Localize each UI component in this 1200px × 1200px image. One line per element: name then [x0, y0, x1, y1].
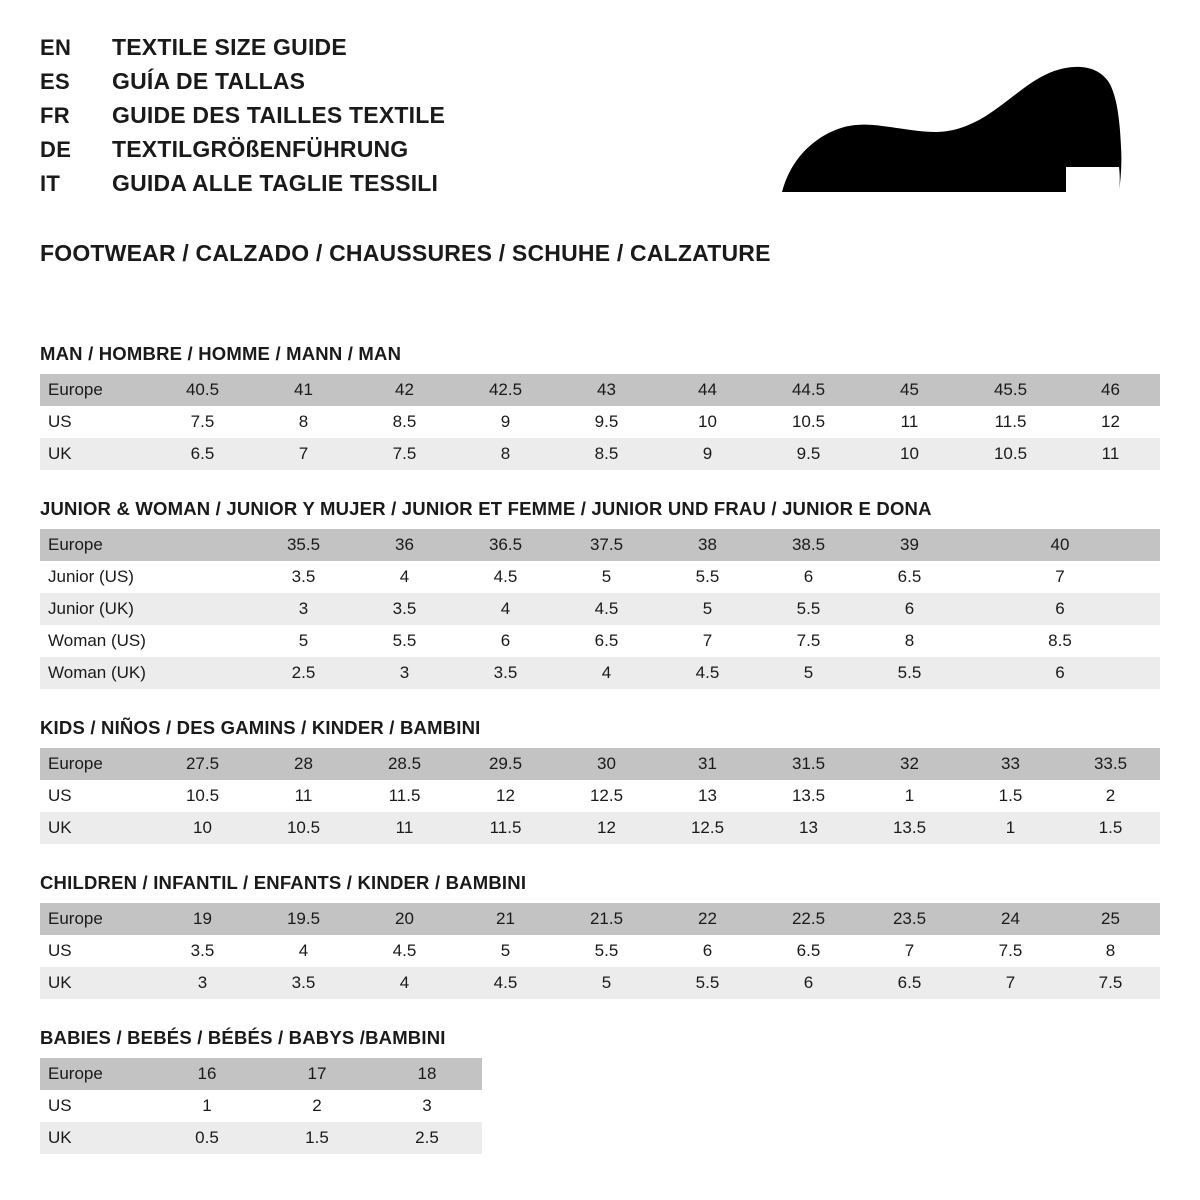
- size-table-babies: [40, 1058, 482, 1154]
- cell: 29.5: [455, 748, 556, 780]
- cell: 11.5: [960, 406, 1061, 438]
- cell: 5.5: [758, 593, 859, 625]
- cell: 6: [455, 625, 556, 657]
- cell: 6: [960, 657, 1160, 689]
- table-row: [40, 967, 1160, 999]
- cell: 7: [657, 625, 758, 657]
- section-title: BABIES / BEBÉS / BÉBÉS / BABYS /BAMBINI: [40, 1027, 446, 1048]
- cell: 17: [262, 1058, 372, 1090]
- row-label: UK: [40, 438, 152, 470]
- language-code: IT: [40, 171, 61, 196]
- cell: 3.5: [455, 657, 556, 689]
- cell: 4: [253, 935, 354, 967]
- row-label: UK: [40, 1122, 152, 1154]
- category-title: FOOTWEAR / CALZADO / CHAUSSURES / SCHUHE / CALZATURE: [40, 240, 771, 266]
- cell: 11.5: [354, 780, 455, 812]
- cell: 11.5: [455, 812, 556, 844]
- cell: 5: [657, 593, 758, 625]
- table-row: [40, 1122, 482, 1154]
- cell: 22: [657, 903, 758, 935]
- cell: 5.5: [657, 967, 758, 999]
- cell: [152, 593, 253, 625]
- size-table-children: [40, 903, 1160, 999]
- table-row: [40, 935, 1160, 967]
- row-label: Woman (US): [40, 625, 152, 657]
- cell: [152, 625, 253, 657]
- language-row-en: [40, 34, 445, 61]
- cell: 8: [253, 406, 354, 438]
- cell: 10.5: [152, 780, 253, 812]
- cell: 7.5: [960, 935, 1061, 967]
- cell: 35.5: [253, 529, 354, 561]
- cell: 8.5: [354, 406, 455, 438]
- section-title: JUNIOR & WOMAN / JUNIOR Y MUJER / JUNIOR ET FEMME / JUNIOR UND FRAU / JUNIOR E DONA: [40, 498, 932, 519]
- cell: 11: [859, 406, 960, 438]
- cell: 5.5: [354, 625, 455, 657]
- cell: 1.5: [1061, 812, 1160, 844]
- cell: 42: [354, 374, 455, 406]
- language-code: FR: [40, 103, 70, 128]
- table-row: [40, 406, 1160, 438]
- cell: 6.5: [758, 935, 859, 967]
- table-row: [40, 561, 1160, 593]
- section-junior-woman: [40, 498, 1160, 689]
- cell: 10.5: [960, 438, 1061, 470]
- size-table-man: [40, 374, 1160, 470]
- cell: 5: [758, 657, 859, 689]
- cell: 8: [455, 438, 556, 470]
- cell: 7.5: [1061, 967, 1160, 999]
- cell: 33: [960, 748, 1061, 780]
- cell: 40.5: [152, 374, 253, 406]
- cell: 12: [455, 780, 556, 812]
- cell: 40: [960, 529, 1160, 561]
- table-row: [40, 748, 1160, 780]
- row-label: Europe: [40, 1058, 152, 1090]
- cell: 6.5: [859, 967, 960, 999]
- cell: 9: [657, 438, 758, 470]
- row-label: Europe: [40, 374, 152, 406]
- cell: 10: [859, 438, 960, 470]
- language-list: [40, 34, 445, 204]
- cell: 30: [556, 748, 657, 780]
- cell: 44: [657, 374, 758, 406]
- cell: 31: [657, 748, 758, 780]
- cell: 4: [556, 657, 657, 689]
- cell: 8: [1061, 935, 1160, 967]
- language-row-it: [40, 170, 445, 197]
- cell: 4.5: [556, 593, 657, 625]
- cell: 9.5: [556, 406, 657, 438]
- table-row: [40, 374, 1160, 406]
- cell: 25: [1061, 903, 1160, 935]
- cell: 23.5: [859, 903, 960, 935]
- cell: 5: [556, 561, 657, 593]
- language-code: ES: [40, 69, 70, 94]
- cell: 1.5: [960, 780, 1061, 812]
- cell: 37.5: [556, 529, 657, 561]
- section-children: [40, 872, 1160, 999]
- row-label: Europe: [40, 903, 152, 935]
- cell: 41: [253, 374, 354, 406]
- cell: 7: [960, 967, 1061, 999]
- cell: 4.5: [455, 561, 556, 593]
- section-title: MAN / HOMBRE / HOMME / MANN / MAN: [40, 343, 402, 364]
- page-header: [40, 34, 1160, 204]
- cell: 2.5: [372, 1122, 482, 1154]
- cell: 7.5: [758, 625, 859, 657]
- row-label: UK: [40, 812, 152, 844]
- cell: 6.5: [859, 561, 960, 593]
- cell: 45: [859, 374, 960, 406]
- section-man: [40, 343, 1160, 470]
- cell: 7: [960, 561, 1160, 593]
- cell: 45.5: [960, 374, 1061, 406]
- cell: 9.5: [758, 438, 859, 470]
- size-table-kids: [40, 748, 1160, 844]
- cell: 1: [960, 812, 1061, 844]
- row-label: Europe: [40, 529, 152, 561]
- table-row: [40, 812, 1160, 844]
- cell: 4: [354, 967, 455, 999]
- cell: 39: [859, 529, 960, 561]
- cell: 8.5: [960, 625, 1160, 657]
- cell: 31.5: [758, 748, 859, 780]
- cell: [152, 657, 253, 689]
- row-label: US: [40, 780, 152, 812]
- cell: 36.5: [455, 529, 556, 561]
- cell: 5: [455, 935, 556, 967]
- cell: 13: [657, 780, 758, 812]
- row-label: US: [40, 1090, 152, 1122]
- cell: 6: [758, 561, 859, 593]
- cell: 24: [960, 903, 1061, 935]
- cell: 5: [556, 967, 657, 999]
- cell: 4.5: [657, 657, 758, 689]
- cell: 38: [657, 529, 758, 561]
- cell: 1: [859, 780, 960, 812]
- cell: 5.5: [859, 657, 960, 689]
- cell: 22.5: [758, 903, 859, 935]
- cell: 28.5: [354, 748, 455, 780]
- cell: 1: [152, 1090, 262, 1122]
- cell: 38.5: [758, 529, 859, 561]
- row-label: UK: [40, 967, 152, 999]
- size-sections: [40, 343, 1160, 1154]
- cell: 7: [253, 438, 354, 470]
- cell: 13.5: [859, 812, 960, 844]
- cell: 8: [859, 625, 960, 657]
- cell: 3: [354, 657, 455, 689]
- row-label: Junior (US): [40, 561, 152, 593]
- language-title: GUÍA DE TALLAS: [112, 68, 306, 94]
- cell: 21.5: [556, 903, 657, 935]
- language-code: EN: [40, 35, 72, 60]
- cell: 33.5: [1061, 748, 1160, 780]
- cell: 4: [354, 561, 455, 593]
- cell: 5: [253, 625, 354, 657]
- cell: 7.5: [354, 438, 455, 470]
- cell: 1.5: [262, 1122, 372, 1154]
- table-row: [40, 657, 1160, 689]
- cell: 19: [152, 903, 253, 935]
- row-label: Junior (UK): [40, 593, 152, 625]
- table-row: [40, 903, 1160, 935]
- cell: 10.5: [253, 812, 354, 844]
- cell: 42.5: [455, 374, 556, 406]
- cell: 16: [152, 1058, 262, 1090]
- language-code: DE: [40, 137, 72, 162]
- cell: 3: [152, 967, 253, 999]
- cell: 2.5: [253, 657, 354, 689]
- row-label: US: [40, 406, 152, 438]
- section-title: CHILDREN / INFANTIL / ENFANTS / KINDER / BAMBINI: [40, 872, 527, 893]
- cell: 12: [1061, 406, 1160, 438]
- cell: 13.5: [758, 780, 859, 812]
- cell: 4.5: [354, 935, 455, 967]
- cell: 3.5: [253, 561, 354, 593]
- row-label: Woman (UK): [40, 657, 152, 689]
- language-title: GUIDA ALLE TAGLIE TESSILI: [112, 170, 439, 196]
- table-row: [40, 625, 1160, 657]
- language-row-fr: [40, 102, 445, 129]
- cell: 19.5: [253, 903, 354, 935]
- size-table-junior-woman: [40, 529, 1160, 689]
- cell: 32: [859, 748, 960, 780]
- cell: 43: [556, 374, 657, 406]
- cell: 6: [960, 593, 1160, 625]
- cell: 20: [354, 903, 455, 935]
- table-row: [40, 780, 1160, 812]
- cell: 18: [372, 1058, 482, 1090]
- cell: 6: [758, 967, 859, 999]
- cell: 3.5: [354, 593, 455, 625]
- cell: 3.5: [253, 967, 354, 999]
- language-title: GUIDE DES TAILLES TEXTILE: [112, 102, 445, 128]
- cell: 6: [859, 593, 960, 625]
- cell: 6: [657, 935, 758, 967]
- cell: 10: [152, 812, 253, 844]
- cell: 5.5: [556, 935, 657, 967]
- cell: 6.5: [152, 438, 253, 470]
- table-row: [40, 1058, 482, 1090]
- cell: 3.5: [152, 935, 253, 967]
- cell: 7.5: [152, 406, 253, 438]
- cell: 10: [657, 406, 758, 438]
- cell: 9: [455, 406, 556, 438]
- cell: 12.5: [657, 812, 758, 844]
- cell: 4.5: [455, 967, 556, 999]
- table-row: [40, 529, 1160, 561]
- cell: 13: [758, 812, 859, 844]
- cell: 28: [253, 748, 354, 780]
- section-babies: [40, 1027, 1160, 1154]
- table-row: [40, 438, 1160, 470]
- table-row: [40, 593, 1160, 625]
- language-title: TEXTILGRÖßENFÜHRUNG: [112, 136, 409, 162]
- cell: 46: [1061, 374, 1160, 406]
- cell: 5.5: [657, 561, 758, 593]
- row-label: Europe: [40, 748, 152, 780]
- row-label: US: [40, 935, 152, 967]
- cell: 8.5: [556, 438, 657, 470]
- cell: 11: [354, 812, 455, 844]
- language-row-es: [40, 68, 445, 95]
- cell: 7: [859, 935, 960, 967]
- cell: 10.5: [758, 406, 859, 438]
- cell: 0.5: [152, 1122, 262, 1154]
- cell: 3: [253, 593, 354, 625]
- cell: [152, 529, 253, 561]
- cell: 36: [354, 529, 455, 561]
- shoe-illustration: [770, 64, 1130, 194]
- cell: 27.5: [152, 748, 253, 780]
- section-kids: [40, 717, 1160, 844]
- section-title: KIDS / NIÑOS / DES GAMINS / KINDER / BAMBINI: [40, 717, 481, 738]
- cell: 11: [1061, 438, 1160, 470]
- cell: 3: [372, 1090, 482, 1122]
- cell: 4: [455, 593, 556, 625]
- table-row: [40, 1090, 482, 1122]
- cell: 6.5: [556, 625, 657, 657]
- cell: 2: [1061, 780, 1160, 812]
- cell: 12: [556, 812, 657, 844]
- cell: [152, 561, 253, 593]
- cell: 12.5: [556, 780, 657, 812]
- cell: 11: [253, 780, 354, 812]
- cell: 2: [262, 1090, 372, 1122]
- language-title: TEXTILE SIZE GUIDE: [112, 34, 347, 60]
- cell: 21: [455, 903, 556, 935]
- cell: 44.5: [758, 374, 859, 406]
- language-row-de: [40, 136, 445, 163]
